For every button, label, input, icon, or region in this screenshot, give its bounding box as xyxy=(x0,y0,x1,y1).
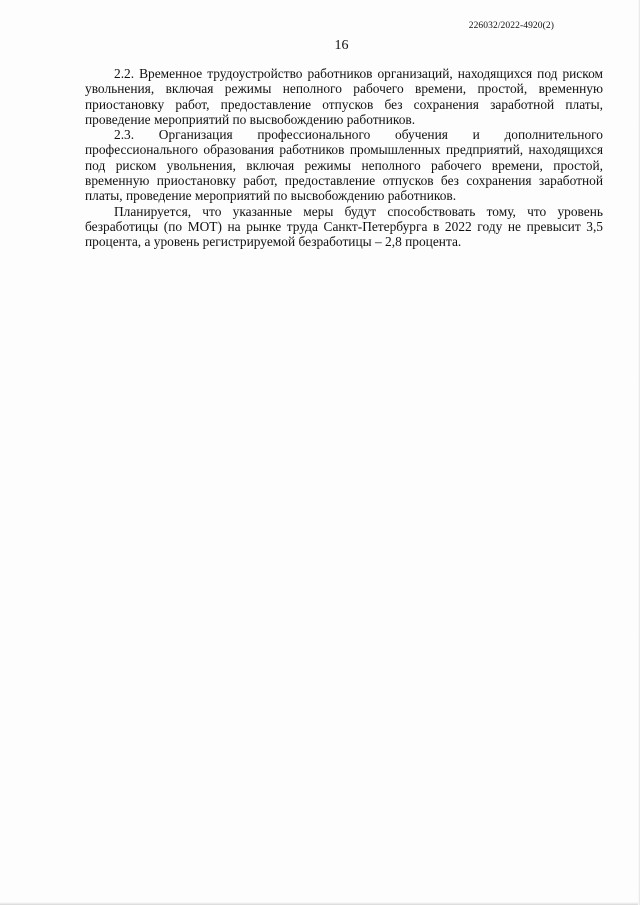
paragraph-forecast: Планируется, что указанные меры будут способствовать тому, что уровень безработицы (по МОТ) на рынке труда Санкт-Петербурга в 2022 году не превысит 3,5 процента, а уровень регистрируемой безработицы – 2,8 процента. xyxy=(85,203,603,250)
page-number: 16 xyxy=(334,38,349,53)
document-registration-number: 226032/2022-4920(2) xyxy=(468,21,554,31)
paragraph-2-2: 2.2. Временное трудоустройство работников организаций, находящихся под риском увольнения, включая режимы неполного рабочего времени, простой, временную приостановку работ, предоставление отпусков без сохранения заработной платы, проведение мероприятий по высвобождению работников. xyxy=(85,66,603,127)
document-body xyxy=(85,66,603,250)
paragraph-2-3: 2.3. Организация профессионального обучения и дополнительного профессионального образования работников промышленных предприятий, находящихся под риском увольнения, включая режимы неполного рабочего времени, простой, временную приостановку работ, предоставление отпусков без сохранения заработной платы, проведение мероприятий по высвобождению работников. xyxy=(85,127,603,204)
